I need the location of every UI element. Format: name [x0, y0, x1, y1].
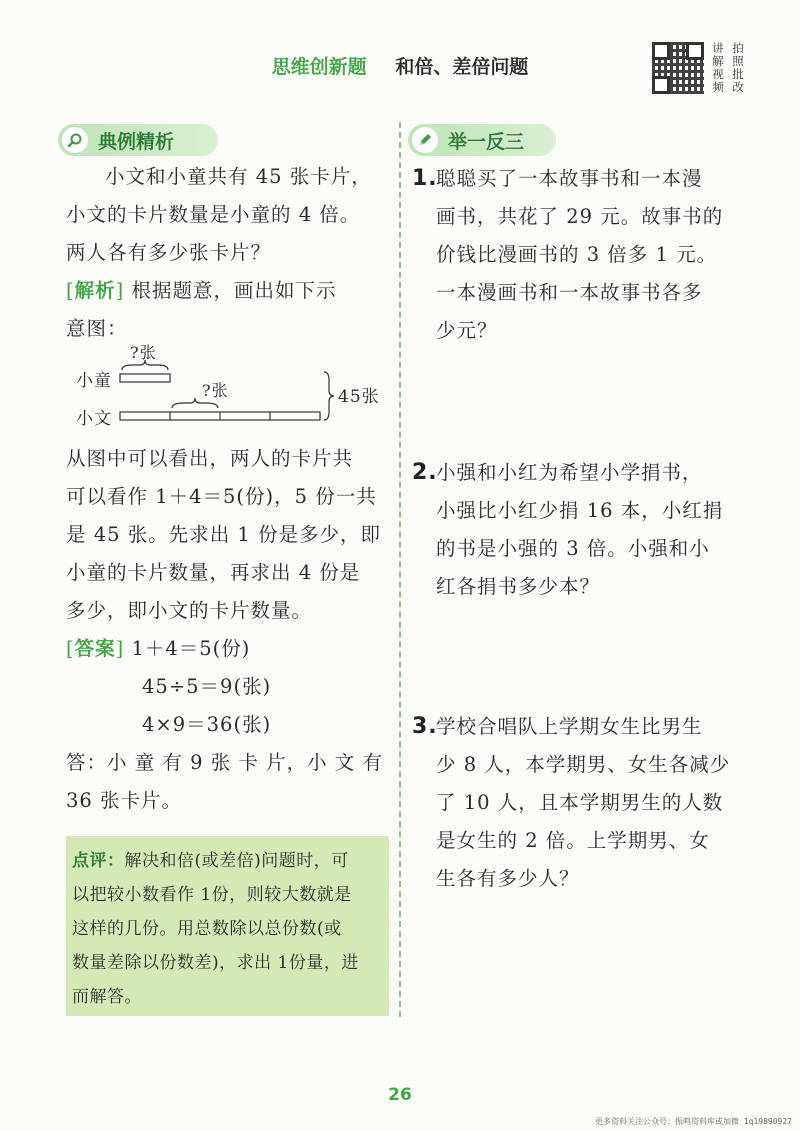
- label-q-xiaowen: ?张: [202, 381, 229, 400]
- question-number: 2.: [412, 460, 438, 485]
- page-number: 26: [388, 1085, 412, 1105]
- question-line: 少元？: [436, 319, 498, 342]
- qr-label-char: 改: [732, 80, 744, 94]
- question-line: 红各捐书多少本？: [436, 575, 601, 598]
- question-line: 小强比小红少捐 16 本，小红捐: [436, 499, 724, 522]
- analysis-line: 意图：: [66, 317, 128, 340]
- answer-line: [答案] 1＋4＝5(份): [66, 637, 251, 660]
- question-line: 是女生的 2 倍。上学期男、女: [436, 829, 710, 852]
- question-line: 价钱比漫画书的 3 倍多 1 元。: [436, 243, 718, 266]
- brace-total: [324, 372, 334, 420]
- qr-label-char: 频: [712, 80, 724, 94]
- bar-xiaotong: [120, 374, 170, 382]
- qr-code-icon[interactable]: [652, 42, 704, 94]
- comment-tag: 点评：: [72, 851, 125, 871]
- header-topic: 思维创新题: [271, 56, 367, 78]
- column-divider: [399, 122, 401, 1017]
- practice-question-1: [412, 160, 752, 350]
- comment-line: 这样的几份。用总数除以总份数(或: [72, 919, 342, 939]
- section-tab-example: [58, 124, 218, 156]
- explanation-line: 多少，即小文的卡片数量。: [66, 599, 313, 622]
- pencil-icon: [412, 127, 438, 153]
- section-tab-practice: [408, 124, 556, 156]
- magnifier-icon: [62, 127, 88, 153]
- header-subtitle: 和倍、差倍问题: [395, 56, 529, 78]
- answer-step: 4×9＝36(张): [142, 713, 272, 736]
- analysis-tag: 解析: [74, 279, 116, 302]
- comment-line: 数量差除以份数差)，求出 1份量，进: [72, 953, 359, 973]
- label-xiaotong: 小童: [76, 371, 112, 391]
- answer-step: 1＋4＝5(份): [131, 637, 251, 660]
- final-answer-line: 36 张卡片。: [66, 789, 183, 812]
- analysis-intro: 根据题意，画出如下示: [131, 279, 337, 302]
- problem-line: 小文的卡片数量是小童的 4 倍。: [66, 203, 361, 226]
- comment-line: 而解答。: [72, 987, 142, 1007]
- question-number: 1.: [412, 166, 438, 191]
- practice-question-2: [412, 454, 752, 606]
- final-answer-line: 答：小 童 有 9 张 卡 片，小 文 有: [66, 751, 383, 774]
- qr-label-char: 拍: [732, 41, 744, 55]
- section-title-example: 典例精析: [98, 130, 175, 153]
- section-title-practice: 举一反三: [448, 130, 525, 153]
- explanation-line: 小童的卡片数量，再求出 4 份是: [66, 561, 361, 584]
- question-line: 一本漫画书和一本故事书各多: [436, 281, 703, 304]
- label-xiaowen: 小文: [76, 409, 112, 429]
- qr-label: [708, 42, 748, 94]
- qr-label-char: 讲: [712, 41, 724, 55]
- segment-diagram-svg: [66, 343, 394, 434]
- qr-label-char: 照: [732, 54, 744, 68]
- problem-line: 小文和小童共有 45 张卡片，: [105, 165, 372, 188]
- problem-line: 两人各有多少张卡片？: [66, 241, 272, 264]
- comment-box: [66, 836, 389, 1016]
- question-line: 画书，共花了 29 元。故事书的: [436, 205, 724, 228]
- question-line: 了 10 人，且本学期男生的人数: [436, 791, 724, 814]
- comment-text: 解决和倍(或差倍)问题时，可: [124, 851, 349, 871]
- footer-note: 更多资料关注公众号：振鸣资料库或加微 1q19890927: [595, 1117, 792, 1126]
- question-text: [436, 454, 752, 606]
- answer-step: 45÷5＝9(张): [142, 675, 272, 698]
- answer-tag: 答案: [74, 637, 116, 660]
- example-column: [66, 158, 394, 820]
- question-line: 少 8 人，本学期男、女生各减少: [436, 753, 731, 776]
- label-total: 45张: [338, 387, 380, 407]
- label-q-xiaotong: ?张: [130, 343, 157, 362]
- practice-question-3: [412, 708, 752, 898]
- analysis-line: [解析] 根据题意，画出如下示: [66, 279, 337, 302]
- question-line: 的书是小强的 3 倍。小强和小: [436, 537, 710, 560]
- comment-line: 以把较小数看作 1份，则较大数就是: [72, 885, 352, 905]
- question-text: [436, 708, 752, 898]
- qr-label-char: 解: [712, 54, 724, 68]
- explanation-line: 可以看作 1＋4＝5(份)，5 份一共: [66, 485, 377, 508]
- question-line: 小强和小红为希望小学捐书，: [436, 461, 703, 484]
- question-line: 学校合唱队上学期女生比男生: [436, 715, 703, 738]
- question-line: 聪聪买了一本故事书和一本漫: [436, 167, 703, 190]
- explanation-line: 是 45 张。先求出 1 份是多少，即: [66, 523, 382, 546]
- qr-label-char: 批: [732, 67, 744, 81]
- comment-line: [72, 844, 379, 878]
- segment-diagram: [66, 343, 394, 434]
- question-number: 3.: [412, 714, 438, 739]
- explanation-line: 从图中可以看出，两人的卡片共: [66, 447, 354, 470]
- question-line: 生各有多少人？: [436, 867, 580, 890]
- question-text: [436, 160, 752, 350]
- qr-label-char: 视: [712, 67, 724, 81]
